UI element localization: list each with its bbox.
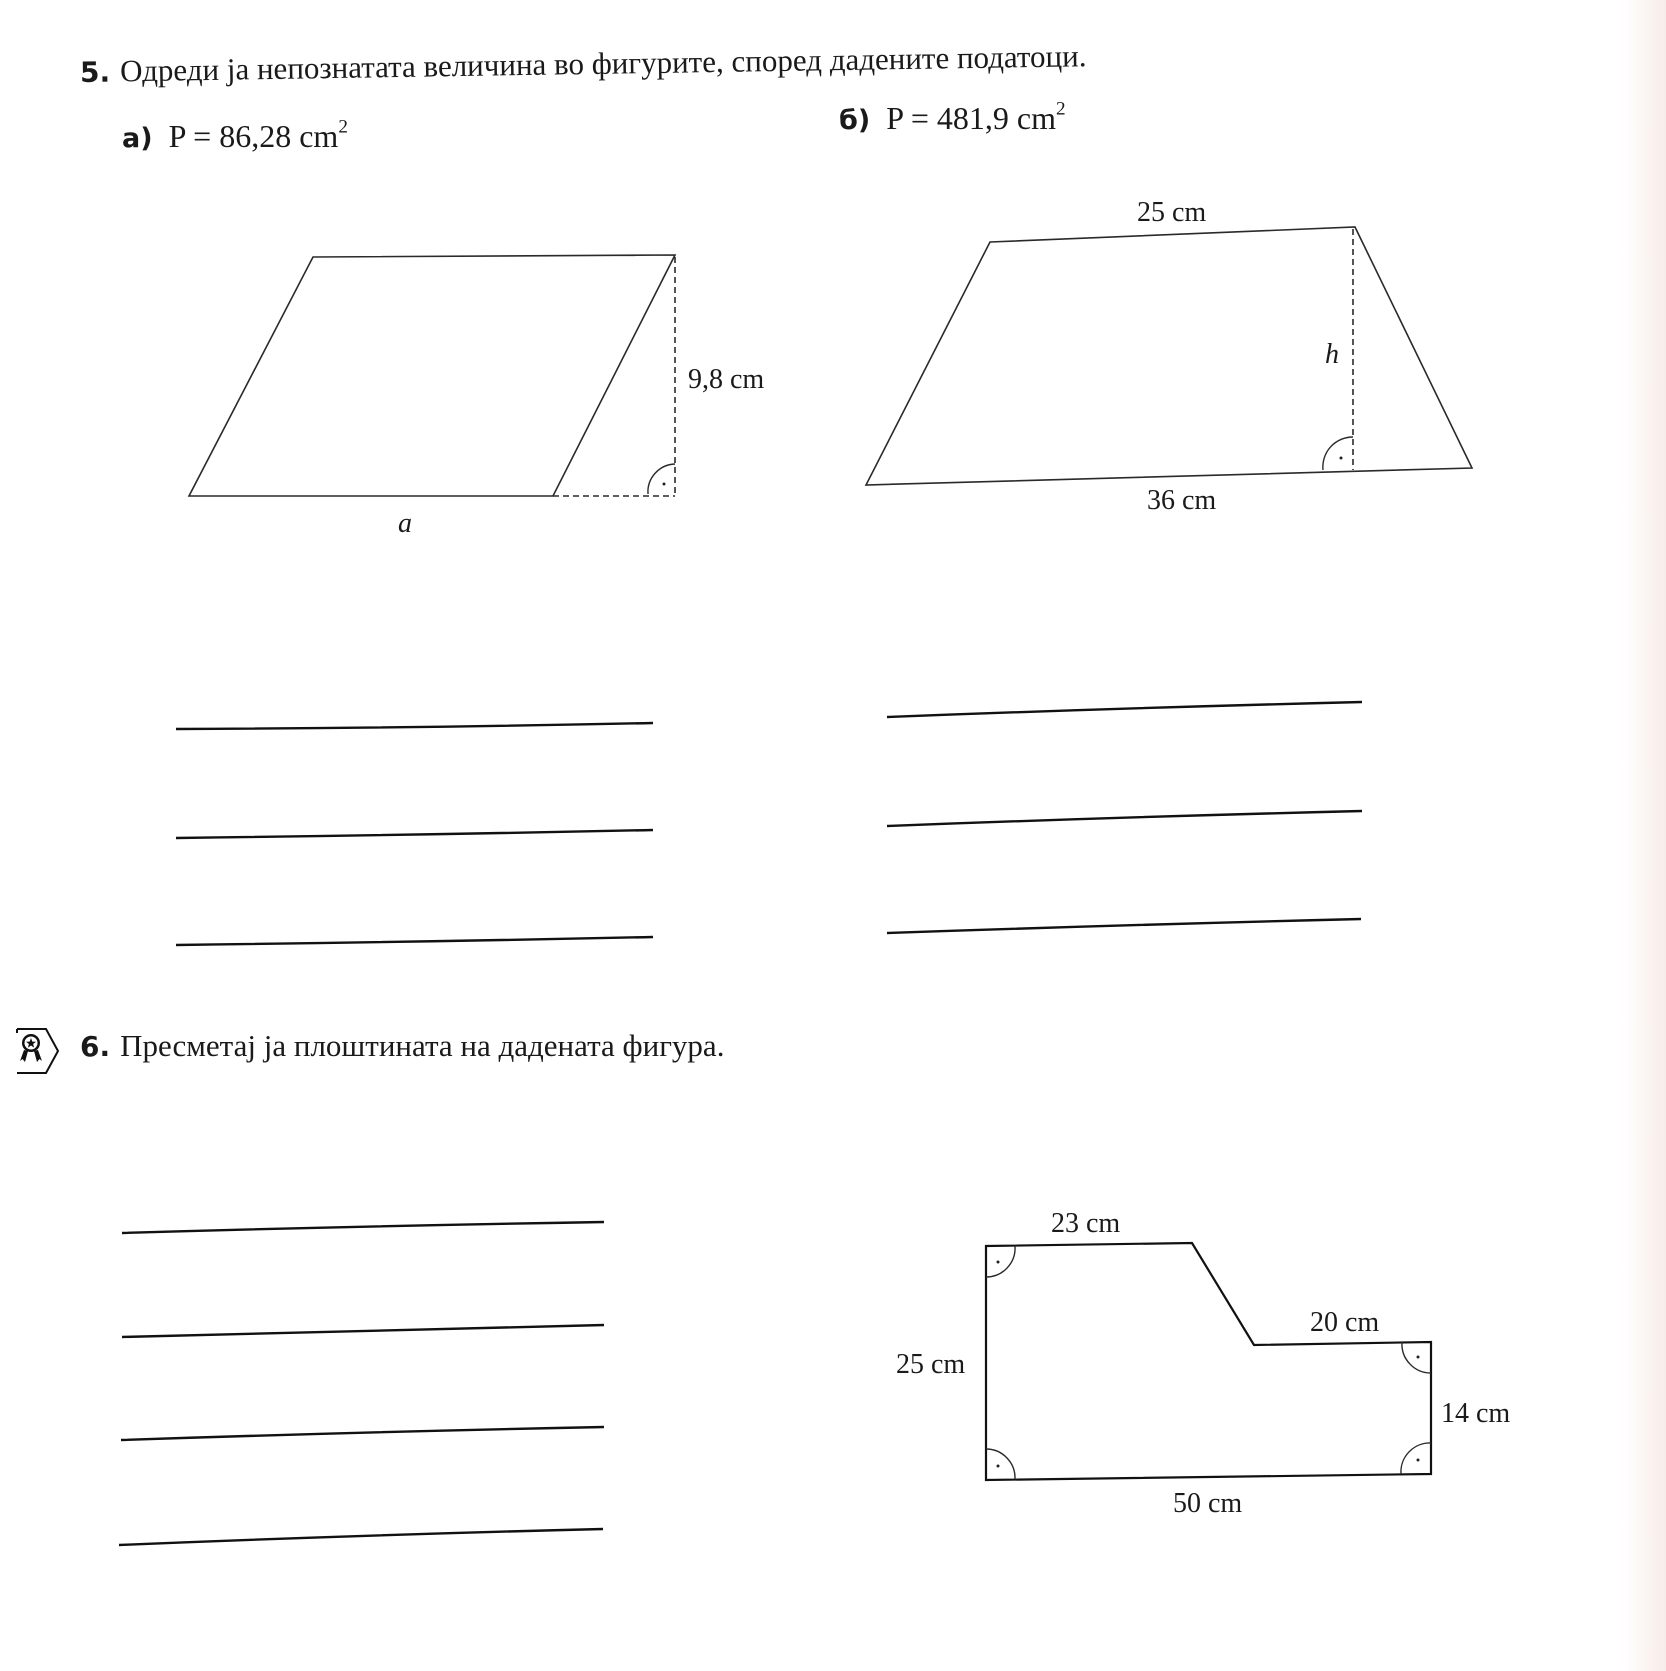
task-6-heading — [80, 1028, 724, 1064]
right-angle-mark — [1323, 437, 1353, 470]
composite-right-label: 14 cm — [1441, 1398, 1511, 1429]
part-a-letter: а) — [122, 123, 153, 154]
task-6-answer-lines — [119, 1222, 604, 1545]
composite-outline — [986, 1243, 1431, 1480]
parallelogram-figure — [189, 255, 764, 539]
answer-line[interactable] — [176, 723, 653, 729]
right-angle-mark — [1401, 1443, 1431, 1474]
answer-line[interactable] — [887, 919, 1361, 933]
task-5-answer-lines-b — [887, 702, 1362, 933]
right-angle-dot — [1340, 457, 1343, 460]
answer-line[interactable] — [887, 811, 1362, 826]
right-angle-mark — [986, 1246, 1015, 1277]
right-angle-dot — [1417, 1459, 1420, 1462]
trapezoid-figure — [866, 197, 1472, 516]
composite-step-label: 20 cm — [1310, 1307, 1380, 1338]
answer-line[interactable] — [122, 1325, 604, 1337]
task-5-answer-lines-a — [176, 723, 653, 945]
answer-line[interactable] — [122, 1222, 604, 1233]
right-angle-dot — [997, 1465, 1000, 1468]
part-b-formula: P = 481,9 cm — [886, 100, 1056, 136]
right-angle-mark — [1402, 1342, 1431, 1373]
task-6-text: Пресметај ја плоштината на дадената фигура. — [120, 1028, 725, 1063]
parallelogram-outline — [189, 255, 675, 496]
parallelogram-height-label: 9,8 cm — [688, 364, 765, 395]
answer-line[interactable] — [119, 1529, 603, 1545]
answer-line[interactable] — [176, 937, 653, 945]
right-angle-dot — [1417, 1356, 1420, 1359]
right-angle-dot — [997, 1261, 1000, 1264]
trapezoid-outline — [866, 227, 1472, 485]
trapezoid-height-label: h — [1325, 339, 1339, 370]
trapezoid-top-label: 25 cm — [1137, 197, 1207, 228]
award-ribbon-icon — [14, 1026, 62, 1076]
trapezoid-bottom-label: 36 cm — [1147, 485, 1217, 516]
answer-line[interactable] — [176, 830, 653, 838]
composite-top-label: 23 cm — [1051, 1208, 1121, 1239]
right-angle-mark — [648, 464, 675, 494]
composite-figure — [896, 1208, 1510, 1519]
composite-left-label: 25 cm — [896, 1349, 966, 1380]
right-angle-dot — [663, 483, 666, 486]
answer-line[interactable] — [887, 702, 1362, 717]
task-5-number: 5. — [79, 55, 111, 89]
composite-bottom-label: 50 cm — [1173, 1488, 1243, 1519]
answer-line[interactable] — [121, 1427, 604, 1440]
part-b-exponent: 2 — [1055, 98, 1066, 120]
part-a-formula: P = 86,28 cm — [168, 118, 339, 154]
right-angle-mark — [986, 1449, 1015, 1479]
parallelogram-base-label: a — [398, 508, 412, 539]
task-5-text: Одреди ја непознатата величина во фигурите, според дадените податоци. — [119, 38, 1087, 89]
task-6-number: 6. — [80, 1030, 111, 1063]
part-a-exponent: 2 — [338, 116, 348, 138]
part-b-letter: б) — [839, 105, 871, 136]
